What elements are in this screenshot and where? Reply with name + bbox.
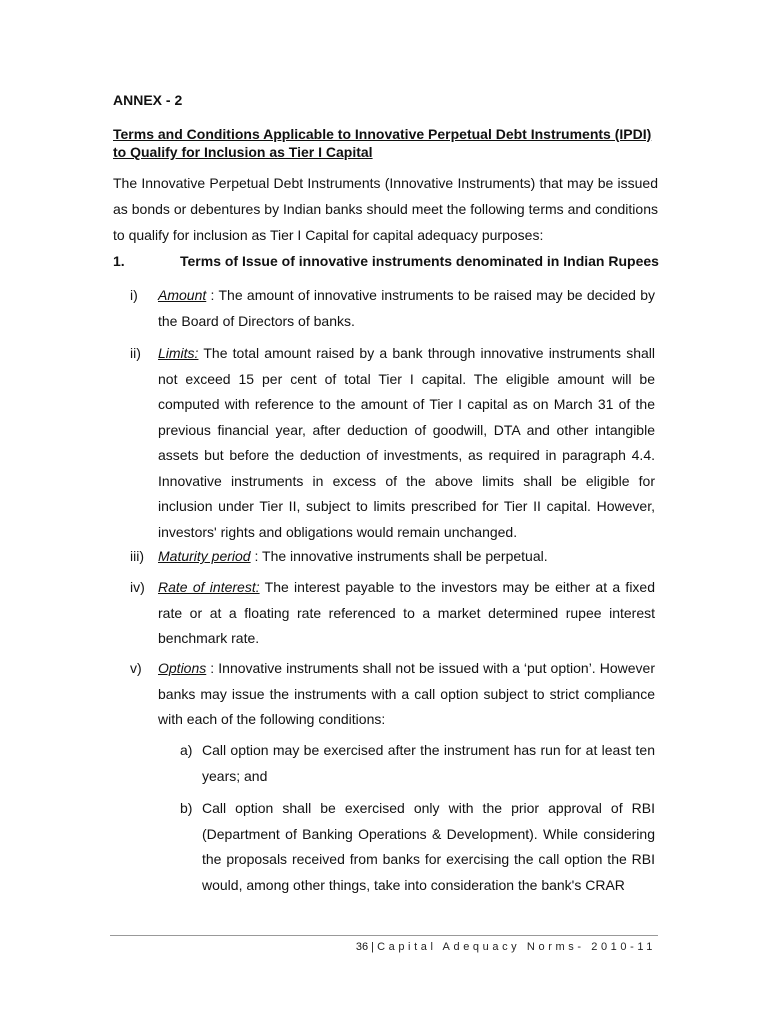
section-number: 1. [113, 253, 125, 269]
sub-list-marker: a) [180, 742, 193, 758]
sub-list-marker: b) [180, 800, 193, 816]
item-term: Limits: [158, 345, 199, 361]
sub-list-item [180, 796, 655, 898]
list-item-body [158, 341, 655, 545]
section-title: Terms of Issue of innovative instruments denominated in Indian Rupees [180, 253, 659, 269]
list-item-body: Maturity period : The innovative instruments shall be perpetual. [158, 548, 548, 564]
page-footer [356, 941, 656, 953]
footer-label: Capital Adequacy Norms- 2010-11 [377, 941, 656, 953]
sub-list-item-body: Call option may be exercised after the instrument has run for at least ten years; and [202, 742, 655, 784]
item-text: Innovative instruments shall not be issued with a ‘put option’. However banks may issue the instruments with a call option subject to strict compliance with each of the following conditions: [158, 660, 655, 727]
list-item [130, 544, 655, 570]
sub-list-item-body: Call option shall be exercised only with the prior approval of RBI (Department of Banking Operations & Development). While considering the proposals received from banks for exercising the call option the RBI would, among other things, take into consideration the bank's CRAR [202, 800, 655, 893]
list-item [130, 341, 655, 545]
item-text: The interest payable to the investors may be either at a fixed rate or at a floating rate referenced to a market determined rupee interest benchmark rate. [158, 579, 655, 646]
list-item-body [158, 575, 655, 652]
item-term: Maturity period [158, 548, 251, 564]
document-title: Terms and Conditions Applicable to Innovative Perpetual Debt Instruments (IPDI) to Qualify for Inclusion as Tier I Capital [113, 126, 652, 160]
list-item [130, 656, 655, 733]
footer-divider [110, 935, 658, 936]
sub-list-item [180, 738, 655, 789]
intro-paragraph: The Innovative Perpetual Debt Instruments (Innovative Instruments) that may be issued as bonds or debentures by Indian banks should meet the following terms and conditions to qualify for inclusion as Tier I Capital for capital adequacy purposes: [113, 175, 658, 243]
list-marker: v) [130, 660, 142, 676]
annex-label: ANNEX - 2 [113, 92, 183, 108]
list-item [130, 575, 655, 652]
item-term: Options [158, 660, 207, 676]
item-text: The amount of innovative instruments to be raised may be decided by the Board of Directors of banks. [158, 287, 655, 329]
list-item [130, 283, 655, 334]
list-item-body: Options : Innovative instruments shall not be issued with a ‘put option’. However banks may issue the instruments with a call option subject to strict compliance with each of the following conditions: [158, 660, 655, 727]
list-marker: i) [130, 287, 138, 303]
page-number: 36 [355, 941, 369, 953]
item-text: The total amount raised by a bank through innovative instruments shall not exceed 15 per cent of total Tier I capital. The eligible amount will be computed with reference to the amount of Tier I capital as on March 31 of the previous financial year, after deduction of goodwill, DTA and other intangible assets but before the deduction of investments, as required in paragraph 4.4. Innovative instruments in excess of the above limits shall be eligible for inclusion under Tier II, subject to limits prescribed for Tier II capital. However, investors' rights and obligations would remain unchanged. [158, 345, 656, 540]
item-text: The innovative instruments shall be perpetual. [262, 548, 548, 564]
list-marker: iii) [130, 548, 144, 564]
list-marker: ii) [130, 345, 141, 361]
item-term: Rate of interest: [158, 579, 260, 595]
list-item-body: Amount : The amount of innovative instruments to be raised may be decided by the Board of Directors of banks. [158, 287, 655, 329]
item-term: Amount [158, 287, 207, 303]
list-marker: iv) [130, 579, 145, 595]
footer-separator: | [368, 941, 378, 953]
